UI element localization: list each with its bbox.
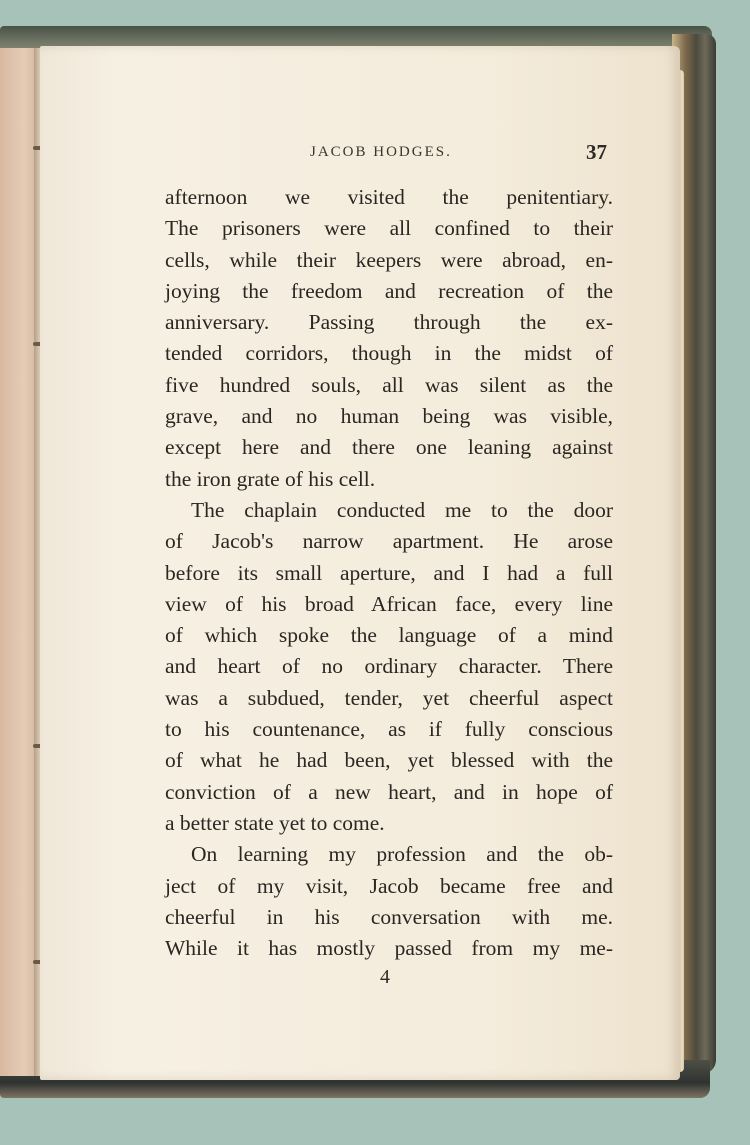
text-line: was a subdued, tender, yet cheerful aspect: [165, 685, 613, 710]
page-number: 37: [586, 140, 607, 164]
text-line: before its small aperture, and I had a full: [165, 560, 613, 585]
text-line: grave, and no human being was visible,: [165, 404, 613, 429]
text-line: The chaplain conducted me to the door: [191, 497, 613, 522]
text-line: anniversary. Passing through the ex-: [165, 310, 613, 335]
text-line: view of his broad African face, every line: [165, 591, 613, 616]
text-line: of Jacob's narrow apartment. He arose: [165, 529, 613, 554]
text-line: While it has mostly passed from my me-: [165, 936, 613, 961]
text-line: the iron grate of his cell.: [165, 466, 376, 491]
text-line: tended corridors, though in the midst of: [165, 341, 613, 366]
text-line: cells, while their keepers were abroad, en-: [165, 247, 613, 272]
text-line: a better state yet to come.: [165, 810, 385, 835]
running-head: JACOB HODGES.: [310, 144, 452, 160]
text-line: except here and there one leaning against: [165, 435, 613, 460]
text-line: five hundred souls, all was silent as the: [165, 372, 613, 397]
text-line: The prisoners were all confined to their: [165, 216, 613, 241]
text-line: and heart of no ordinary character. There: [165, 654, 613, 679]
body-text: [165, 182, 613, 964]
text-line: joying the freedom and recreation of the: [165, 278, 613, 303]
signature-mark: 4: [380, 966, 390, 988]
text-line: afternoon we visited the penitentiary.: [165, 185, 613, 209]
text-line: of which spoke the language of a mind: [165, 623, 613, 648]
text-line: On learning my profession and the ob-: [191, 842, 613, 867]
text-line: ject of my visit, Jacob became free and: [165, 873, 613, 898]
text-line: cheerful in his conversation with me.: [165, 904, 613, 929]
text-line: conviction of a new heart, and in hope of: [165, 779, 613, 804]
text-line: of what he had been, yet blessed with the: [165, 748, 613, 773]
text-line: to his countenance, as if fully conscious: [165, 717, 613, 742]
